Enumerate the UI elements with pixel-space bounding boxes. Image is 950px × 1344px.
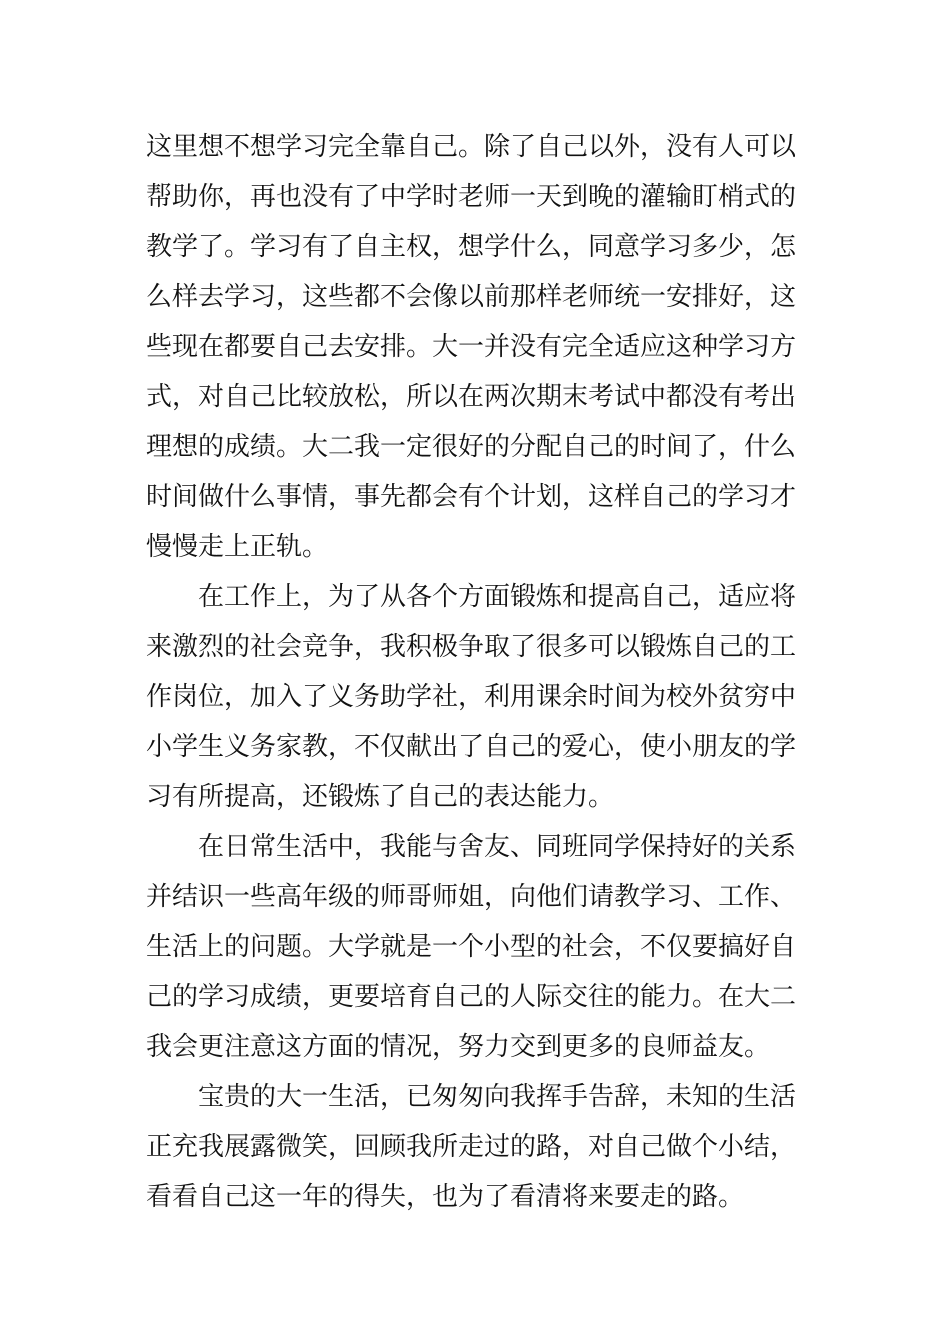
text-line: 并结识一些高年级的师哥师姐，向他们请教学习、工作、 xyxy=(146,882,797,912)
text-line: 己的学习成绩，更要培育自己的人际交往的能力。在大二 xyxy=(146,982,797,1012)
paragraph-3 xyxy=(146,822,808,1072)
text-line: 这里想不想学习完全靠自己。除了自己以外，没有人可以 xyxy=(146,132,797,162)
paragraph-4 xyxy=(146,1072,808,1222)
text-line: 生活上的问题。大学就是一个小型的社会，不仅要搞好自 xyxy=(146,932,797,962)
text-line: 来激烈的社会竞争，我积极争取了很多可以锻炼自己的工 xyxy=(146,632,797,662)
text-line: 帮助你，再也没有了中学时老师一天到晚的灌输盯梢式的 xyxy=(146,182,797,212)
paragraph-1 xyxy=(146,122,808,572)
paragraph-2 xyxy=(146,572,808,822)
text-line: 在工作上，为了从各个方面锻炼和提高自己，适应将 xyxy=(198,582,797,612)
text-line: 教学了。学习有了自主权，想学什么，同意学习多少，怎 xyxy=(146,232,797,262)
text-line: 作岗位，加入了义务助学社，利用课余时间为校外贫穷中 xyxy=(146,682,797,712)
text-line: 些现在都要自己去安排。大一并没有完全适应这种学习方 xyxy=(146,332,797,362)
document-body xyxy=(146,122,808,1222)
text-line: 式，对自己比较放松，所以在两次期末考试中都没有考出 xyxy=(146,382,797,412)
text-line: 理想的成绩。大二我一定很好的分配自己的时间了，什么 xyxy=(146,432,797,462)
text-line: 习有所提高，还锻炼了自己的表达能力。 xyxy=(146,782,615,812)
text-line: 小学生义务家教，不仅献出了自己的爱心，使小朋友的学 xyxy=(146,732,797,762)
text-line: 宝贵的大一生活，已匆匆向我挥手告辞，未知的生活 xyxy=(198,1082,797,1112)
text-line: 我会更注意这方面的情况，努力交到更多的良师益友。 xyxy=(146,1032,771,1062)
text-line: 看看自己这一年的得失，也为了看清将来要走的路。 xyxy=(146,1182,745,1212)
text-line: 时间做什么事情，事先都会有个计划，这样自己的学习才 xyxy=(146,482,797,512)
text-line: 慢慢走上正轨。 xyxy=(146,532,329,562)
text-line: 么样去学习，这些都不会像以前那样老师统一安排好，这 xyxy=(146,282,797,312)
text-line: 正充我展露微笑，回顾我所走过的路，对自己做个小结， xyxy=(146,1132,797,1162)
text-line: 在日常生活中，我能与舍友、同班同学保持好的关系 xyxy=(198,832,797,862)
